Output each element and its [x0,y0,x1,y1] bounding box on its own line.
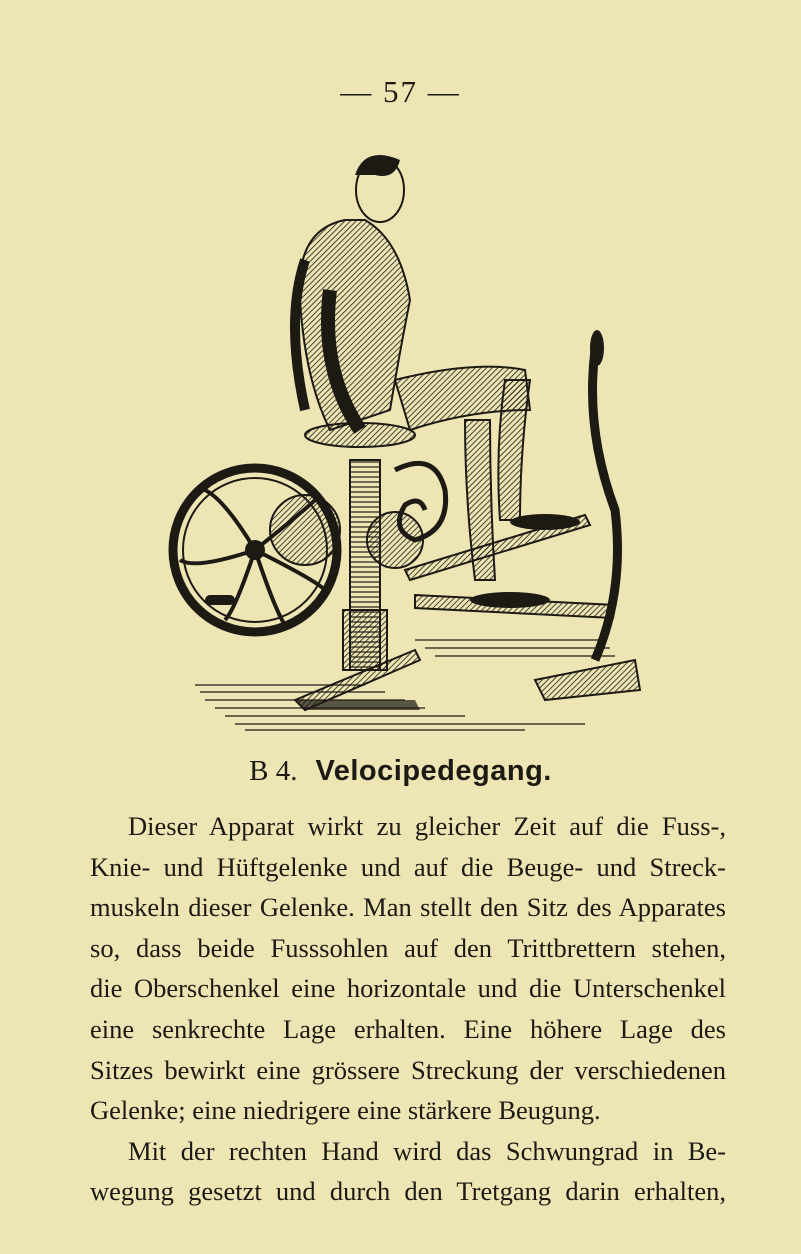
text-line: eine senkrechte Lage erhalten. Eine höhere Lage des [90,1013,726,1044]
paragraph-2 [90,1131,726,1212]
text-line: Mit der rechten Hand wird das Schwungrad in Be- [128,1135,726,1166]
figure-title: Velocipedegang. [315,755,552,787]
body-text [90,806,726,1212]
paragraph-1 [90,806,726,1131]
text-line: Sitzes bewirkt eine grössere Streckung der verschiedenen [90,1054,726,1085]
text-line: Dieser Apparat wirkt zu gleicher Zeit auf die Fuss-, [128,811,726,841]
figure-caption [0,755,801,788]
text-line: wegung gesetzt und durch den Tretgang darin erhalten, [90,1176,726,1207]
text-line: muskeln dieser Gelenke. Man stellt den Sitz des Apparates [90,892,726,923]
text-line: die Oberschenkel eine horizontale und die Unterschenkel [90,973,726,1004]
velocipede-exercise-machine-icon [165,140,645,750]
text-line: Gelenke; eine niedrigere eine stärkere Beugung. [90,1095,601,1126]
page-number: — 57 — [340,74,461,109]
text-line: Knie- und Hüftgelenke und auf die Beuge- und Streck- [90,851,726,882]
figure-label: B 4. [249,755,298,787]
text-line: so, dass beide Fusssohlen auf den Trittbrettern stehen, [90,932,726,963]
velocipede-illustration [165,140,645,750]
